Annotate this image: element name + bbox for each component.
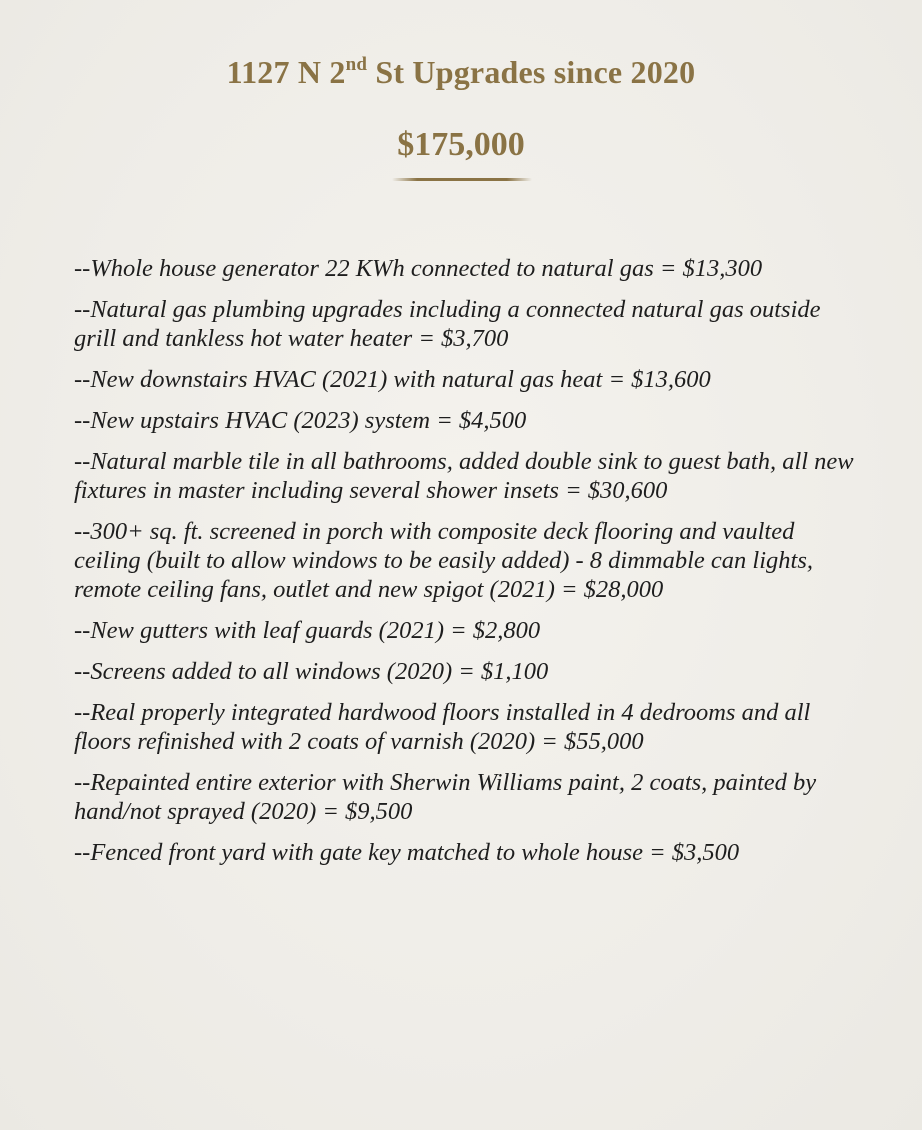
title-ordinal-suffix: nd (345, 54, 368, 75)
decorative-underline (392, 178, 532, 181)
page-title (0, 54, 922, 91)
title-address: 1127 N 2 (226, 54, 346, 90)
title-text: St Upgrades since 2020 (367, 54, 696, 90)
list-item: --300+ sq. ft. screened in porch with composite deck flooring and vaulted ceiling (built to allow windows to be easily added) - 8 dimmable can lights, remote ceiling fans, outlet and new spigot (2021) = $28,000 (74, 518, 814, 603)
list-item: --Natural marble tile in all bathrooms, added double sink to guest bath, all new fixtures in master including several shower insets = $30,600 (74, 448, 854, 504)
list-item: --Natural gas plumbing upgrades including a connected natural gas outside grill and tankless hot water heater = $3,700 (74, 296, 821, 352)
list-item: --New upstairs HVAC (2023) system = $4,500 (74, 407, 527, 434)
total-amount: $175,000 (397, 126, 525, 163)
list-item: --New downstairs HVAC (2021) with natural gas heat = $13,600 (74, 366, 711, 393)
upgrade-list (74, 254, 864, 879)
list-item: --New gutters with leaf guards (2021) = $2,800 (74, 617, 541, 644)
list-item: --Whole house generator 22 KWh connected to natural gas = $13,300 (74, 255, 763, 282)
list-item: --Fenced front yard with gate key matched to whole house = $3,500 (74, 839, 740, 866)
list-item: --Repainted entire exterior with Sherwin Williams paint, 2 coats, painted by hand/not sprayed (2020) = $9,500 (74, 769, 817, 825)
list-item: --Screens added to all windows (2020) = $1,100 (74, 658, 549, 685)
list-item: --Real properly integrated hardwood floors installed in 4 dedrooms and all floors refinished with 2 coats of varnish (2020) = $55,000 (74, 699, 811, 755)
